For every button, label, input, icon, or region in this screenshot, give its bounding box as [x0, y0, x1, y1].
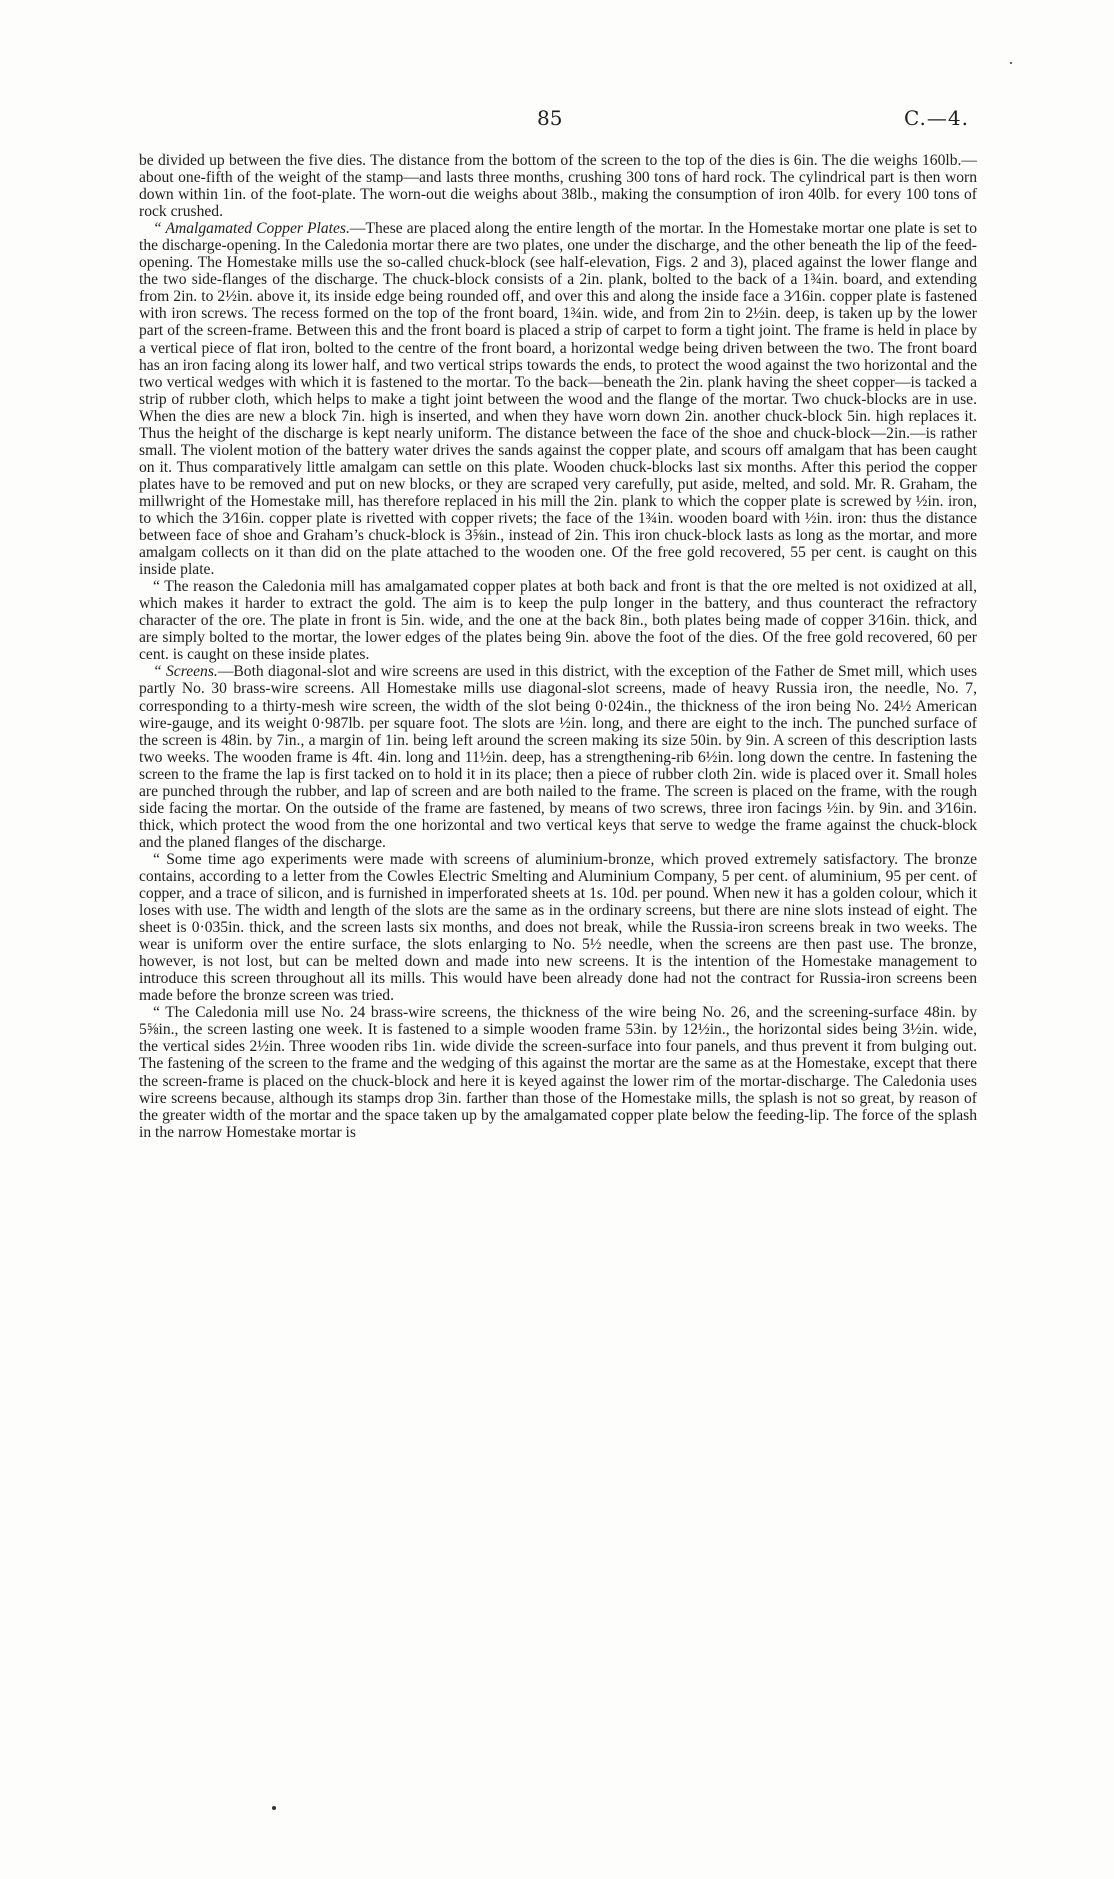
paragraph-text: “ Some time ago experiments were made with screens of aluminium-bronze, which proved extremely satisfactory. The bronze contains, according to a letter from the Cowles Electric Smelting and Aluminium Company, 5 per cent. of aluminium, 95 per cent. of copper, and a trace of silicon, and is furnished in imperforated sheets at 1s. 10d. per pound. When new it has a golden colour, which it loses with use. The width and length of the slots are the same as in the ordinary screens, but there are nine slots instead of eight. The sheet is 0·035in. thick, and the screen lasts six months, and does not break, while the Russia-iron screens break in two weeks. The wear is uniform over the entire surface, the slots enlarging to No. 5½ needle, when the screens are then past use. The bronze, however, is not lost, but can be melted down and made into new screens. It is the intention of the Homestake management to introduce this screen throughout all its mills. This would have been already done had not the contract for Russia-iron screens been made before the bronze screen was tried. [139, 850, 977, 1005]
section-heading-copper-plates: “ Amalgamated Copper Plates. [153, 220, 350, 238]
paragraph-caledonia-plates [139, 578, 977, 663]
paragraph-caledonia-screens [139, 1004, 977, 1140]
paragraph-text: —These are placed along the entire length of the mortar. In the Homestake mortar one plate is set to the discharge-opening. In the Caledonia mortar there are two plates, one under the discharge, and the other beneath the lip of the feed-opening. The Homestake mills use the so-called chuck-block (see half-elevation, Figs. 2 and 3), placed against the lower flange and the two side-flanges of the discharge. The chuck-block consists of a 2in. plank, bolted to the back of a 1¾in. board, and extending from 2in. to 2½in. above it, its inside edge being rounded off, and over this and along the inside face a 3⁄16in. copper plate is fastened with iron screws. The recess formed on the top of the front board, 1¾in. wide, and from 2in to 2½in. deep, is taken up by the lower part of the screen-frame. Between this and the front board is placed a strip of carpet to form a tight joint. The frame is held in place by a vertical piece of flat iron, bolted to the centre of the front board, a horizontal wedge being driven between the two. The front board has an iron facing along its lower half, and two vertical strips towards the ends, to protect the wood against the two horizontal and the two vertical wedges with which it is fastened to the mortar. To the back—beneath the 2in. plank having the sheet copper—is tacked a strip of rubber cloth, which helps to make a tight joint between the wood and the flange of the mortar. Two chuck-blocks are in use. When the dies are new a block 7in. high is inserted, and when they have worn down 2in. another chuck-block 5in. high replaces it. Thus the height of the discharge is kept nearly uniform. The distance between the face of the shoe and chuck-block—2in.—is rather small. The violent motion of the battery water drives the sands against the copper plate, and scours off amalgam that has been caught on it. Thus comparatively little amalgam can settle on this plate. Wooden chuck-blocks last six months. After this period the copper plates have to be removed and put on new blocks, or they are scraped very carefully, put aside, melted, and sold. Mr. R. Graham, the millwright of the Homestake mill, has therefore replaced in his mill the 2in. plank to which the copper plate is screwed by ½in. iron, to which the 3⁄16in. copper plate is rivetted with copper rivets; the face of the 1¾in. wooden board with ½in. iron: thus the distance between face of shoe and Graham’s chuck-block is 3⅝in., instead of 2in. This iron chuck-block lasts as long as the mortar, and more amalgam collects on it than did on the plate attached to the wooden one. Of the free gold recovered, 55 per cent. is caught on this inside plate. [139, 220, 977, 579]
paragraph-text: “ The reason the Caledonia mill has amalgamated copper plates at both back and front is that the ore melted is not oxidized at all, which makes it harder to extract the gold. The aim is to keep the pulp longer in the battery, and thus counteract the refractory character of the ore. The plate in front is 5in. wide, and the one at the back 8in., both plates being made of copper 3⁄16in. thick, and are simply bolted to the mortar, the lower edges of the plates being 9in. above the foot of the dies. Of the free gold recovered, 60 per cent. is caught on these inside plates. [139, 578, 977, 664]
paragraph-die-wear [139, 152, 977, 220]
paragraph-screens [139, 663, 977, 851]
paragraph-aluminium-bronze [139, 851, 977, 1004]
paragraph-text: “ The Caledonia mill use No. 24 brass-wire screens, the thickness of the wire being No. 26, and the screening-surface 48in. by 5⅝in., the screen lasting one week. It is fastened to a simple wooden frame 53in. by 12½in., the horizontal sides being 3½in. wide, the vertical sides 2½in. Three wooden ribs 1in. wide divide the screen-surface into four panels, and thus prevent it from bulging out. The fastening of the screen to the frame and the wedging of this against the mortar are the same as at the Homestake, except that there the screen-frame is placed on the chuck-block and here it is keyed against the lower rim of the mortar-discharge. The Caledonia uses wire screens because, although its stamps drop 3in. farther than those of the Homestake mills, the splash is not so great, by reason of the greater width of the mortar and the space taken up by the amalgamated copper plate below the feeding-lip. The force of the splash in the narrow Homestake mortar is [139, 1004, 977, 1141]
paragraph-copper-plates [139, 220, 977, 578]
paragraph-text: —Both diagonal-slot and wire screens are used in this district, with the exception of the Father de Smet mill, which uses partly No. 30 brass-wire screens. All Homestake mills use diagonal-slot screens, made of heavy Russia iron, the needle, No. 7, corresponding to a thirty-mesh wire screen, the width of the slot being 0·024in., the thickness of the iron being No. 24½ American wire-gauge, and its weight 0·987lb. per square foot. The slots are ½in. long, and there are eight to the inch. The punched surface of the screen is 48in. by 7in., a margin of 1in. being left around the screen making its size 50in. by 9in. A screen of this description lasts two weeks. The wooden frame is 4ft. 4in. long and 11½in. deep, has a strengthening-rib 6½in. long down the centre. In fastening the screen to the frame the lap is first tacked on to hold it in its place; then a piece of rubber cloth 2in. wide is placed over it. Small holes are punched through the rubber, and lap of screen and are both nailed to the frame. The screen is placed on the frame, with the rough side facing the mortar. On the outside of the frame are fastened, by means of two screws, three iron facings ½in. by 9in. and 3⁄16in. thick, which protect the wood from the one horizontal and two vertical keys that serve to wedge the frame against the chuck-block and the planed flanges of the discharge. [139, 663, 978, 851]
document-reference: C.—4. [903, 106, 969, 130]
page-number: 85 [537, 106, 563, 130]
paragraph-text: be divided up between the five dies. The distance from the bottom of the screen to the top of the dies is 6in. The die weighs 160lb.—about one-fifth of the weight of the stamp—and lasts three months, crushing 300 tons of hard rock. The cylindrical part is then worn down within 1in. of the foot-plate. The worn-out die weighs about 38lb., making the consumption of iron 40lb. for every 100 tons of rock crushed. [139, 152, 977, 221]
body-text [139, 152, 977, 1141]
section-heading-screens: “ Screens. [153, 663, 218, 681]
page-header [0, 106, 1114, 134]
ink-speck-top [1010, 62, 1012, 64]
ink-speck-bottom [272, 1806, 276, 1810]
